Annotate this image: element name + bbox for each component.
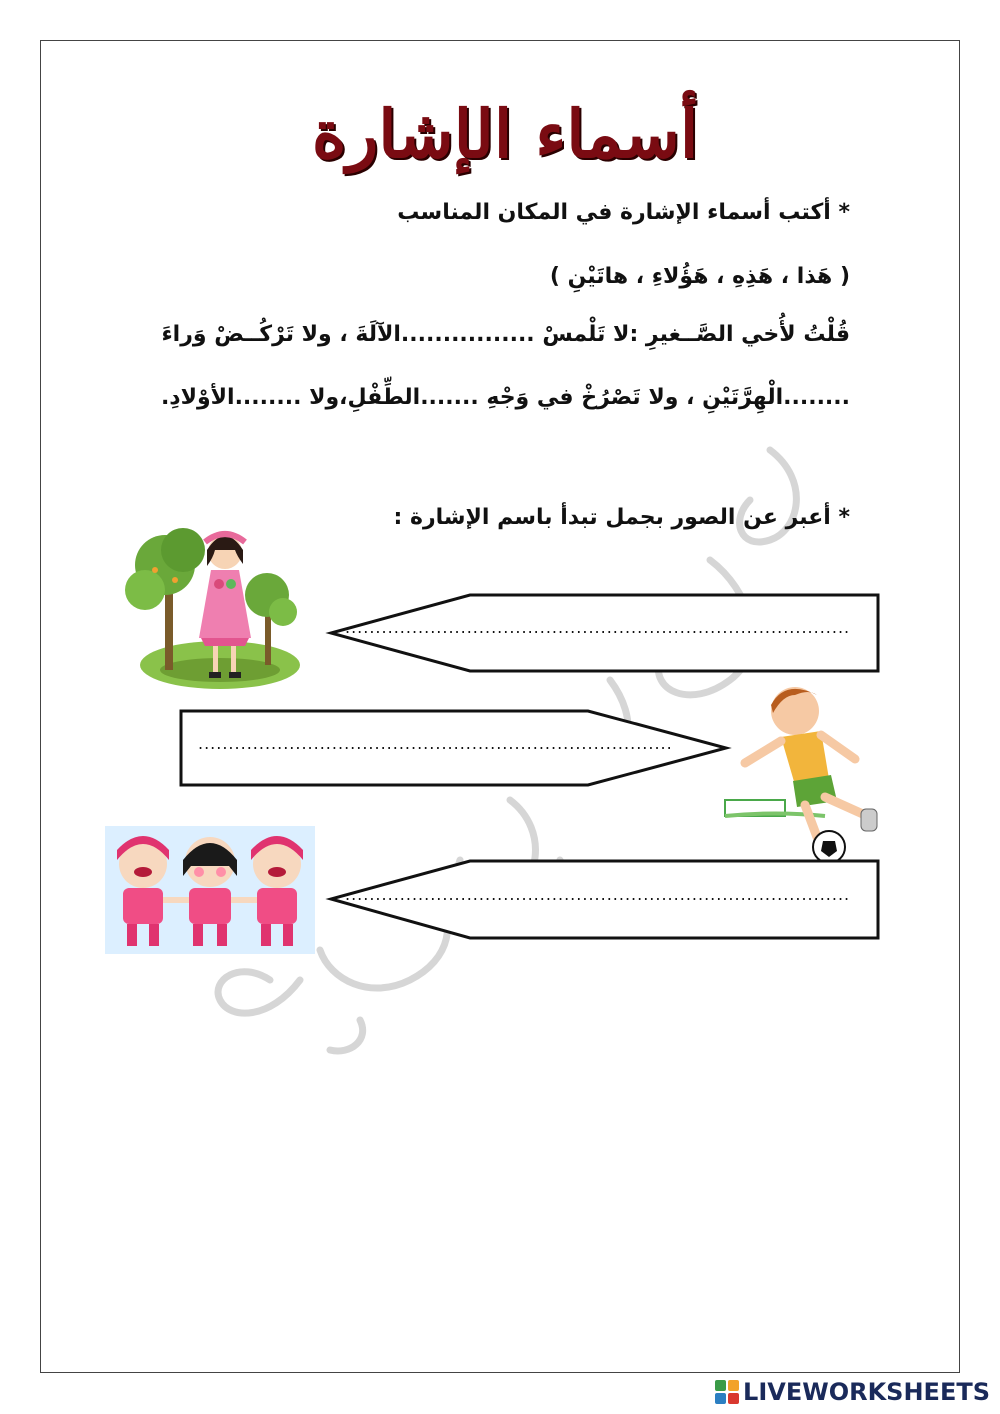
answer-input-3[interactable] [345, 879, 851, 911]
sentence-line-1: قُلْتُ لأُخي الصَّــغيرِ :لا تَلْمسْ ................الآلَةَ ، ولا تَرْكُــضْ وَراءَ [161, 322, 850, 347]
page-title: أسماء الإشارة [311, 95, 699, 173]
three-girls-picture [105, 826, 315, 954]
answer-input-1[interactable] [345, 612, 851, 644]
liveworksheets-logo-text: LIVEWORKSHEETS [743, 1378, 990, 1406]
liveworksheets-logo [715, 1378, 990, 1406]
liveworksheets-logo-icon [715, 1380, 739, 1404]
answer-dots-3: ................................................................................... [345, 885, 851, 904]
boy-football-picture [725, 675, 885, 865]
sentence-line-2: ........الْهِرَّتَيْنِ ، ولا تَصْرُخْ في وَجْهِ .......الطِّفْلِ،ولا ........الأوْلادِ. [160, 385, 850, 410]
instruction-fill-blanks: * أكتب أسماء الإشارة في المكان المناسب [397, 200, 850, 225]
word-bank: ( هَذا ، هَذِهِ ، هَؤُلاءِ ، هاتَيْنِ ) [549, 264, 850, 289]
instruction-describe-pictures: * أعبر عن الصور بجمل تبدأ باسم الإشارة : [393, 505, 850, 530]
answer-dots-1: ................................................................................... [345, 618, 851, 637]
answer-dots-2: .............................................................................. [198, 734, 673, 753]
answer-input-2[interactable] [198, 728, 673, 760]
girl-garden-picture [125, 520, 305, 692]
